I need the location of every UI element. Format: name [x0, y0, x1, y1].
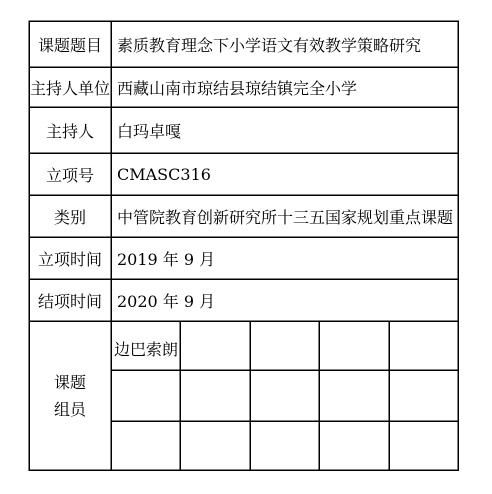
value-project-number: CMASC316	[117, 164, 211, 184]
label-category: 类别	[53, 207, 86, 227]
label-project-title: 课题题目	[37, 35, 102, 55]
value-completion-time: 2020 年 9 月	[117, 291, 216, 311]
label-approval-time: 立项时间	[37, 249, 102, 269]
label-host-unit: 主持人单位	[29, 78, 110, 98]
value-approval-time: 2019 年 9 月	[117, 249, 216, 269]
value-category: 中管院教育创新研究所十三五国家规划重点课题	[117, 207, 454, 227]
label-team-members	[29, 321, 111, 470]
team-members-label-line1: 课题	[53, 372, 86, 392]
value-host-unit: 西藏山南市琼结县琼结镇完全小学	[117, 78, 358, 98]
label-project-number: 立项号	[45, 165, 94, 185]
label-completion-time: 结项时间	[37, 291, 102, 311]
value-host: 白玛卓嘎	[117, 121, 182, 141]
team-members-label-line2: 组员	[53, 399, 86, 419]
member-name: 边巴索朗	[114, 340, 179, 359]
value-project-title: 素质教育理念下小学语文有效教学策略研究	[117, 35, 422, 55]
label-host: 主持人	[45, 121, 94, 141]
